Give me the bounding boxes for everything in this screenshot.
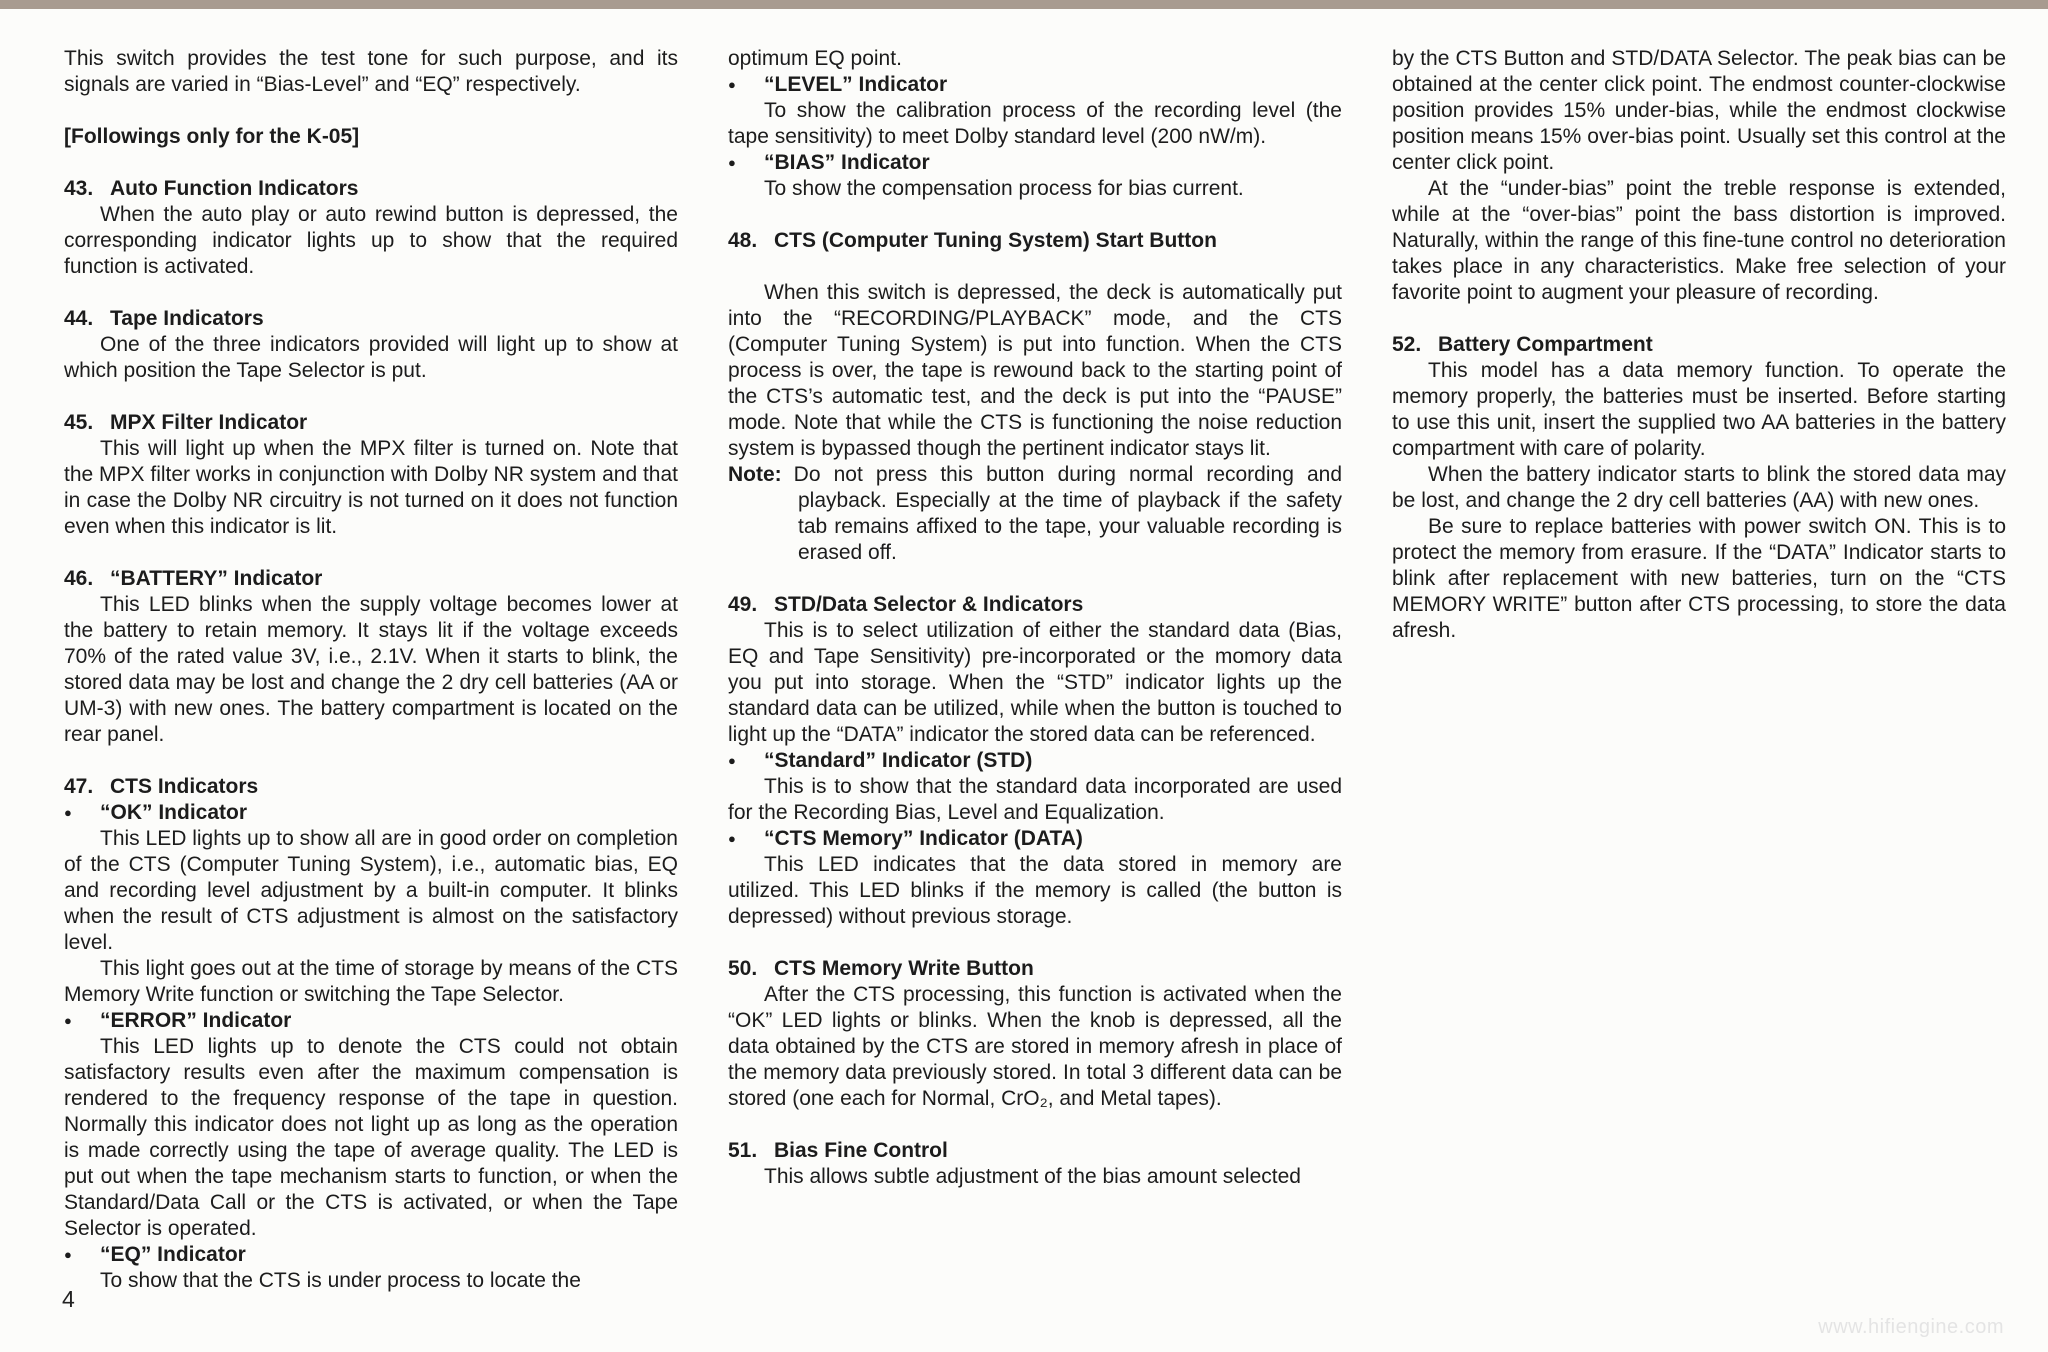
section-heading — [1392, 332, 2006, 358]
body-paragraph: When the battery indicator starts to blink the stored data may be lost, and change the 2 dry cell batteries (AA) with new ones. — [1392, 463, 2006, 512]
body-paragraph: This will light up when the MPX filter is turned on. Note that the MPX filter works in conjunction with Dolby NR system and that in case the Dolby NR circuitry is not turned on it does not function even when this indicator is lit. — [64, 437, 678, 538]
section-number: 46. — [64, 567, 94, 590]
section-number: 44. — [64, 307, 94, 330]
note-text: Do not press this button during normal recording and playback. Especially at the time of playback if the safety tab remains affixed to the tape, your valuable recording is erased off. — [793, 463, 1342, 564]
section-number: 45. — [64, 411, 94, 434]
bullet-heading — [728, 150, 1342, 176]
body-paragraph: optimum EQ point. — [728, 47, 902, 70]
section-title: Bias Fine Control — [774, 1139, 948, 1162]
section-number: 52. — [1392, 333, 1422, 356]
body-paragraph: When this switch is depressed, the deck is automatically put into the “RECORDING/PLAYBACK” mode, and the CTS (Computer Tuning System) is put into function. When the CTS process is over, the tape is rewound back to the starting point of the CTS’s automatic test, and the deck is put into the “PAUSE” mode. Note that while the CTS is functioning the noise reduction system is bypassed though the pertinent indicator stays lit. — [728, 281, 1342, 460]
body-paragraph: At the “under-bias” point the treble response is extended, while at the “over-bias” point the bass distortion is improved. Naturally, within the range of this fine-tune control no deterioration takes place in any characteristics. Make free selection of your favorite point to augment your pleasure of recording. — [1392, 177, 2006, 304]
section-heading — [728, 956, 1342, 982]
section-title: Auto Function Indicators — [110, 177, 359, 200]
section-heading — [64, 176, 678, 202]
bullet-heading — [728, 748, 1342, 774]
section-heading — [64, 306, 678, 332]
body-paragraph: by the CTS Button and STD/DATA Selector. The peak bias can be obtained at the center click point. The endmost counter-clockwise position provides 15% under-bias, while the endmost clockwise position means 15% over-bias point. Usually set this control at the center click point. — [1392, 47, 2006, 174]
section-heading — [728, 1138, 1342, 1164]
section-title: “BATTERY” Indicator — [110, 567, 323, 590]
body-paragraph: This light goes out at the time of storage by means of the CTS Memory Write function or switching the Tape Selector. — [64, 957, 678, 1006]
body-paragraph: This allows subtle adjustment of the bias amount selected — [764, 1165, 1301, 1188]
note-label: Note: — [728, 463, 782, 486]
section-number: 51. — [728, 1139, 758, 1162]
bullet-title: “EQ” Indicator — [100, 1243, 246, 1266]
body-paragraph: This is to show that the standard data incorporated are used for the Recording Bias, Level and Equalization. — [728, 775, 1342, 824]
manual-page — [64, 46, 2006, 1294]
bullet-icon: ● — [64, 1013, 72, 1028]
column-2 — [728, 46, 1342, 1294]
section-number: 48. — [728, 229, 758, 252]
section-title: CTS (Computer Tuning System) Start Button — [774, 229, 1217, 252]
bullet-title: “ERROR” Indicator — [100, 1009, 292, 1032]
bullet-icon: ● — [64, 805, 72, 820]
section-number: 50. — [728, 957, 758, 980]
section-title: CTS Memory Write Button — [774, 957, 1034, 980]
bullet-title: “Standard” Indicator (STD) — [764, 749, 1033, 772]
body-paragraph: This LED blinks when the supply voltage becomes lower at the battery to retain memory. It stays lit if the voltage exceeds 70% of the rated value 3V, i.e., 2.1V. When it starts to blink, the stored data may be lost and change the 2 dry cell batteries (AA or UM-3) with new ones. The battery compartment is located on the rear panel. — [64, 593, 678, 746]
section-heading — [64, 566, 678, 592]
page-number: 4 — [62, 1286, 75, 1312]
section-heading — [728, 228, 1342, 254]
body-paragraph: After the CTS processing, this function is activated when the “OK” LED lights or blinks. When the knob is depressed, all the data obtained by the CTS are stored in memory afresh in place of the memory data previously stored. In total 3 different data can be stored (one each for Normal, CrO₂, and Metal tapes). — [728, 983, 1342, 1110]
spacer — [728, 254, 1342, 280]
section-title: Battery Compartment — [1438, 333, 1653, 356]
bullet-icon: ● — [728, 77, 736, 92]
body-paragraph: This LED indicates that the data stored in memory are utilized. This LED blinks if the memory is called (the button is depressed) without previous storage. — [728, 853, 1342, 928]
section-number: 43. — [64, 177, 94, 200]
section-number: 47. — [64, 775, 94, 798]
bullet-heading — [728, 826, 1342, 852]
section-number: 49. — [728, 593, 758, 616]
section-title: STD/Data Selector & Indicators — [774, 593, 1084, 616]
bullet-icon: ● — [64, 1247, 72, 1262]
bullet-heading — [64, 800, 678, 826]
body-paragraph: Be sure to replace batteries with power switch ON. This is to protect the memory from erasure. If the “DATA” Indicator starts to blink after replacement with new batteries, turn on the “CTS MEMORY WRITE” button after CTS processing, to store the data afresh. — [1392, 515, 2006, 642]
bullet-heading — [64, 1008, 678, 1034]
body-paragraph: This switch provides the test tone for such purpose, and its signals are varied in “Bias-Level” and “EQ” respectively. — [64, 47, 678, 96]
body-paragraph: One of the three indicators provided will light up to show at which position the Tape Selector is put. — [64, 333, 678, 382]
body-paragraph: To show that the CTS is under process to locate the — [100, 1269, 581, 1292]
bullet-title: “LEVEL” Indicator — [764, 73, 948, 96]
bullet-heading — [64, 1242, 678, 1268]
body-paragraph: This is to select utilization of either the standard data (Bias, EQ and Tape Sensitivity) pre-incorporated or the momory data you put into storage. When the “STD” indicator lights up the standard data can be utilized, while when the button is touched to light up the “DATA” indicator the stored data can be referenced. — [728, 619, 1342, 746]
bracket-heading: [Followings only for the K-05] — [64, 125, 360, 148]
column-3 — [1392, 46, 2006, 1294]
body-paragraph: This LED lights up to denote the CTS could not obtain satisfactory results even after the maximum compensation is rendered to the frequency response of the tape in question. Normally this indicator does not light up as long as the operation is made correctly using the tape of average quality. The LED is put out when the tape mechanism starts to function, or when the Standard/Data Call or the CTS is activated, or when the Tape Selector is operated. — [64, 1035, 678, 1240]
bullet-title: “BIAS” Indicator — [764, 151, 930, 174]
section-heading — [64, 774, 678, 800]
section-heading — [728, 592, 1342, 618]
bullet-icon: ● — [728, 831, 736, 846]
watermark: www.hifiengine.com — [1818, 1316, 2004, 1338]
section-title: MPX Filter Indicator — [110, 411, 308, 434]
bullet-heading — [728, 72, 1342, 98]
body-paragraph: This LED lights up to show all are in good order on completion of the CTS (Computer Tuning System), i.e., automatic bias, EQ and recording level adjustment by a built-in computer. It blinks when the result of CTS adjustment is almost on the satisfactory level. — [64, 827, 678, 954]
note-paragraph — [728, 462, 1342, 566]
bullet-title: “OK” Indicator — [100, 801, 248, 824]
column-1 — [64, 46, 678, 1294]
body-paragraph: To show the compensation process for bias current. — [764, 177, 1244, 200]
section-heading — [64, 410, 678, 436]
page-edge-bar — [0, 0, 2048, 9]
bullet-icon: ● — [728, 753, 736, 768]
body-paragraph: To show the calibration process of the recording level (the tape sensitivity) to meet Dolby standard level (200 nW/m). — [728, 99, 1342, 148]
section-title: Tape Indicators — [110, 307, 264, 330]
body-paragraph: When the auto play or auto rewind button is depressed, the corresponding indicator lights up to show that the required function is activated. — [64, 203, 678, 278]
section-title: CTS Indicators — [110, 775, 259, 798]
bullet-icon: ● — [728, 155, 736, 170]
bullet-title: “CTS Memory” Indicator (DATA) — [764, 827, 1083, 850]
body-paragraph: This model has a data memory function. To operate the memory properly, the batteries must be inserted. Before starting to use this unit, insert the supplied two AA batteries in the battery compartment with care of polarity. — [1392, 359, 2006, 460]
